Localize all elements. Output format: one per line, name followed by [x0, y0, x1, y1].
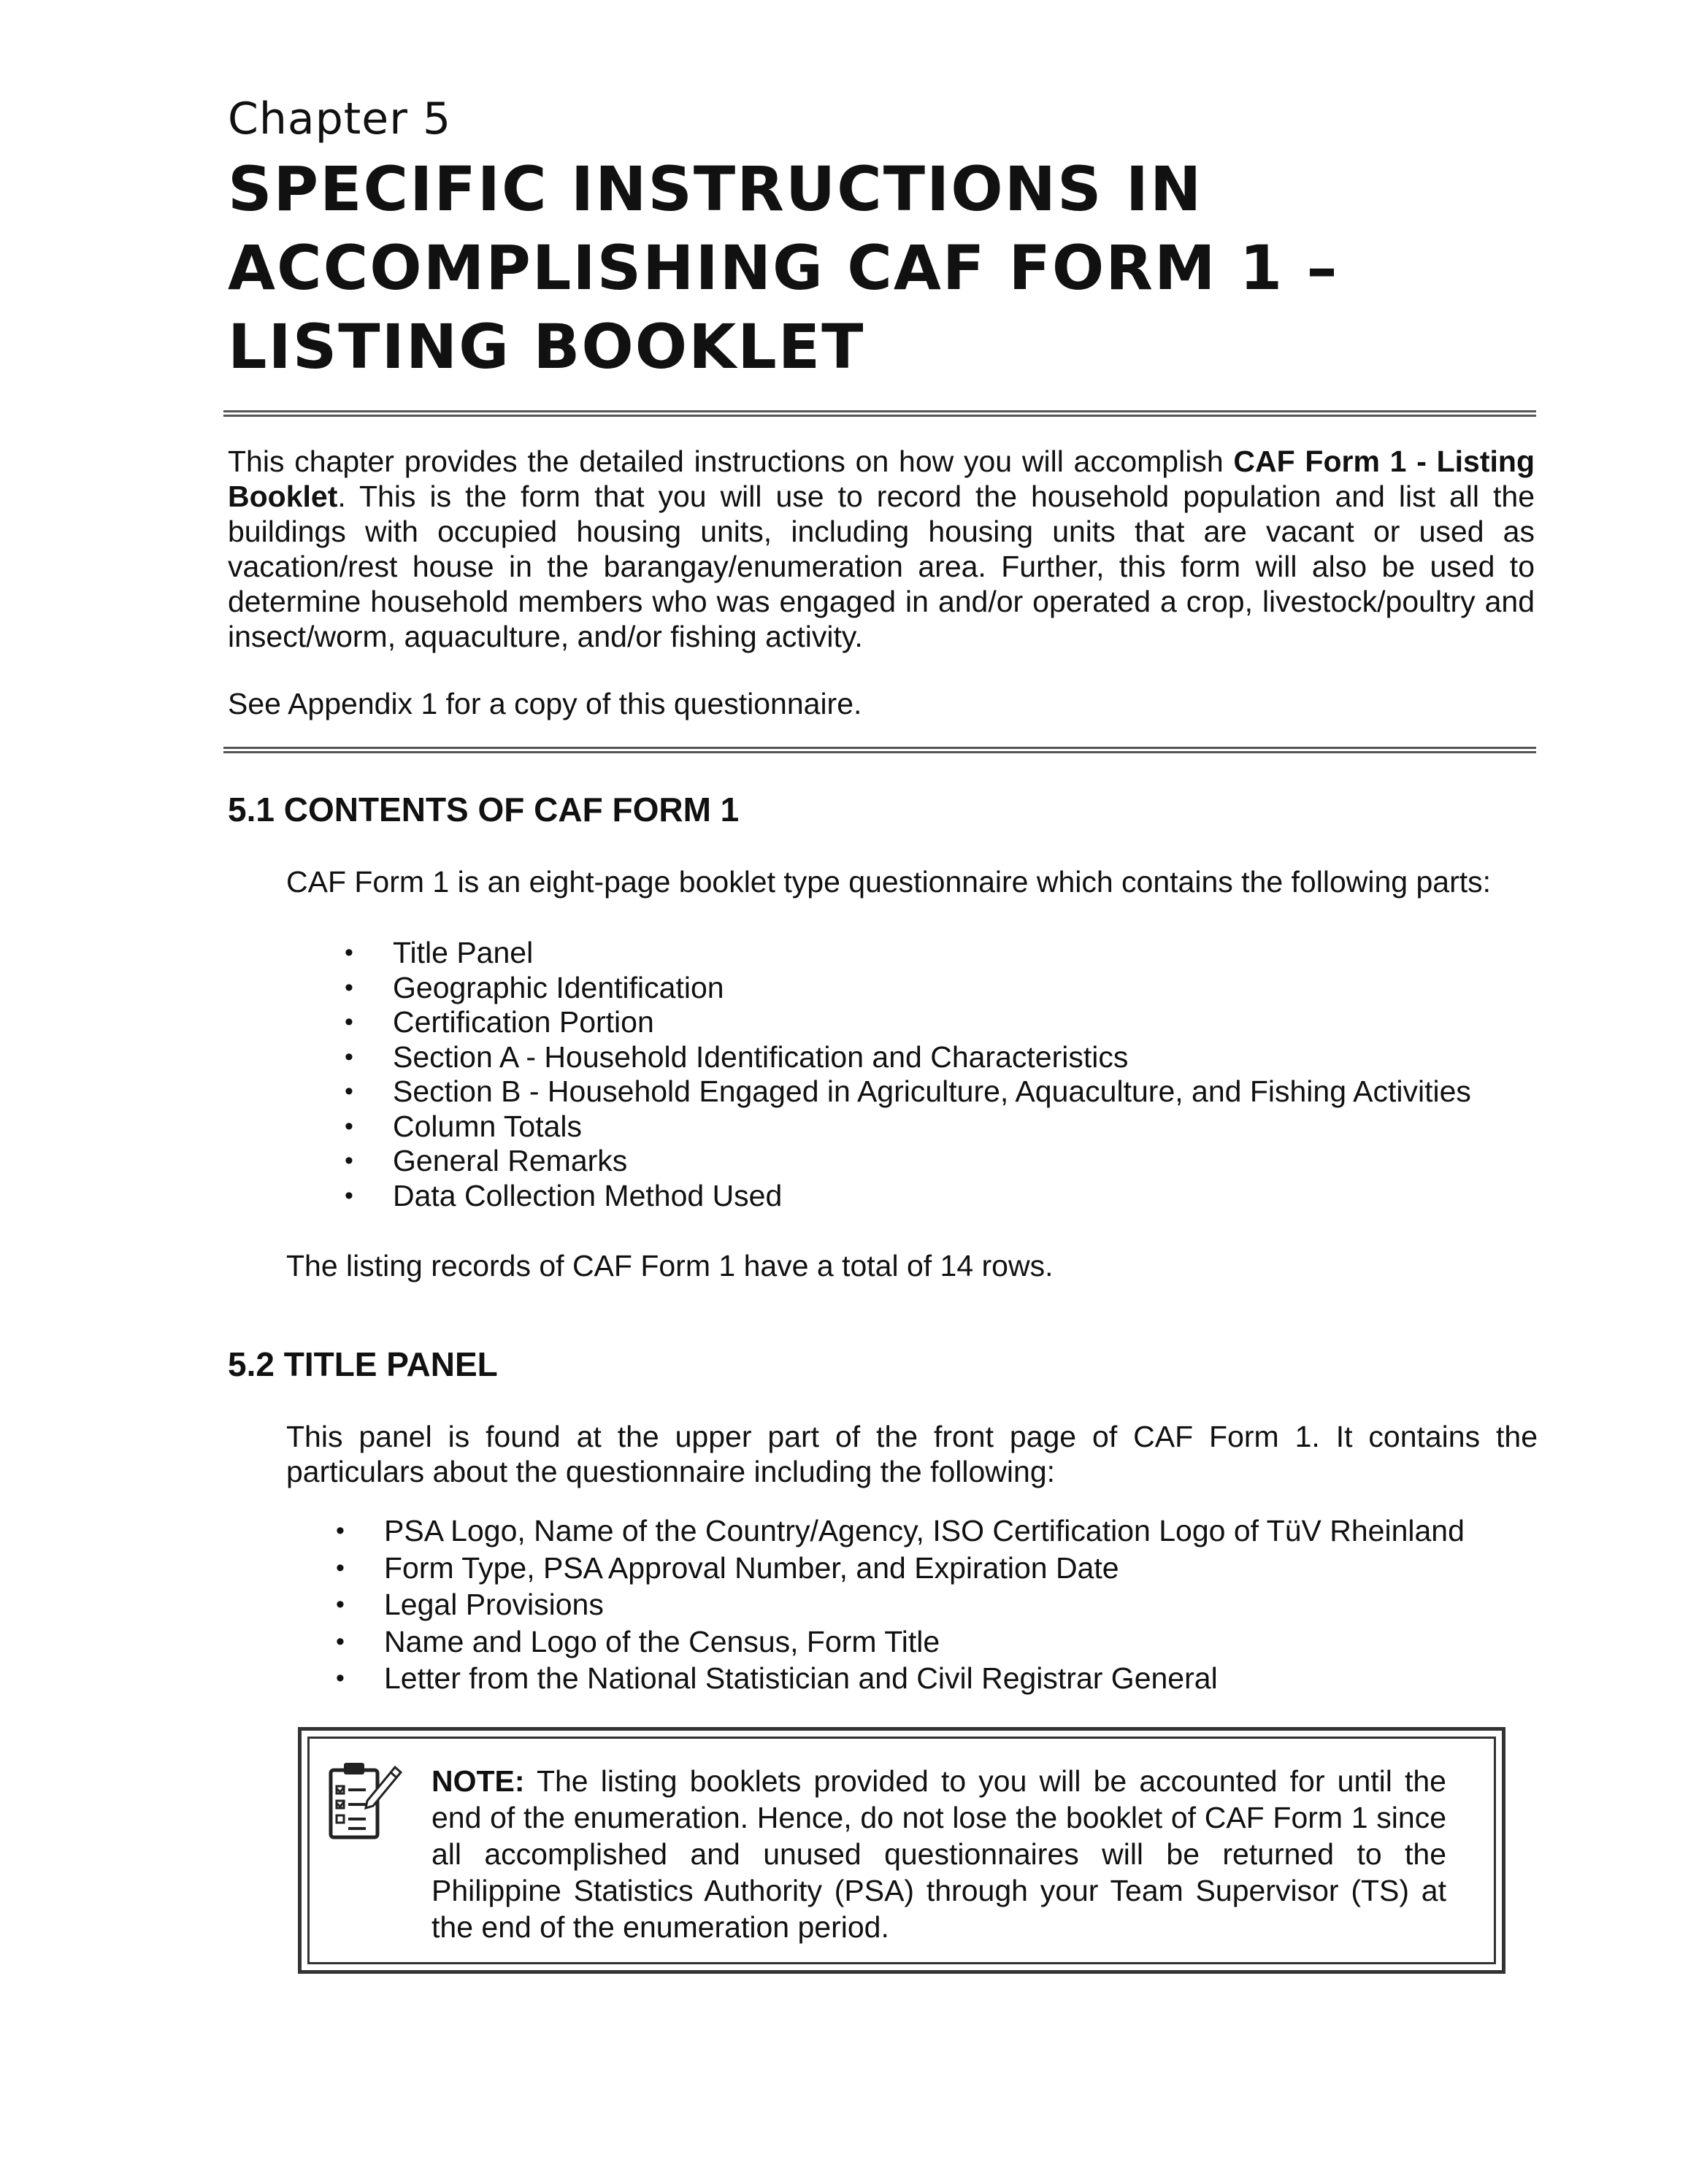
section-5-1-closing: The listing records of CAF Form 1 have a total of 14 rows. [286, 1249, 1054, 1283]
note-body: The listing booklets provided to you will be accounted for until the end of the enumeration. Hence, do not lose the booklet of CAF Form 1 since all accomplished and unused questionnaires will be returned to the Philippine Statistics Authority (PSA) through your Team Supervisor (TS) at the end of the enumeration period. [431, 1764, 1446, 1944]
bullet-icon: • [336, 1591, 345, 1618]
bullet-icon: • [345, 1008, 353, 1036]
list-item: • PSA Logo, Name of the Country/Agency, ISO Certification Logo of TüV Rheinland [336, 1512, 1577, 1550]
bullet-icon: • [345, 1077, 353, 1105]
list-item: • General Remarks [345, 1144, 628, 1177]
intro-text-lead: This chapter provides the detailed instructions on how you will accomplish [228, 445, 1234, 478]
bullet-icon: • [345, 1181, 353, 1210]
section-heading-5-2: 5.2 TITLE PANEL [228, 1345, 498, 1383]
list-item: • Geographic Identification [345, 970, 724, 1004]
list-item: • Section A - Household Identification and Characteristics [345, 1039, 1129, 1074]
section-5-2-intro: This panel is found at the upper part of the front page of CAF Form 1. It contains the particulars about the questionnaire including the following: [286, 1420, 1538, 1488]
bullet-icon: • [336, 1627, 345, 1656]
list-item: • Name and Logo of the Census, Form Title [336, 1623, 1577, 1661]
chapter-label: Chapter 5 [228, 93, 452, 145]
list-item: • Section B - Household Engaged in Agriculture, Aquaculture, and Fishing Activities [345, 1074, 1471, 1108]
bullet-icon: • [336, 1517, 345, 1545]
intro-form-name: CAF Form 1 - Listing Booklet [228, 445, 1535, 513]
double-rule-divider [223, 410, 1536, 417]
list-item: • Title Panel [345, 936, 534, 969]
title-panel-list [336, 1512, 1577, 1697]
bullet-icon: • [345, 939, 353, 966]
list-item: • Column Totals [345, 1109, 583, 1143]
appendix-reference: See Appendix 1 for a copy of this questionnaire. [228, 687, 862, 720]
bullet-icon: • [345, 1147, 353, 1174]
list-item: • Letter from the National Statistician and Civil Registrar General [336, 1660, 1577, 1697]
intro-text-rest: . This is the form that you will use to record the household population and list all the buildings with occupied housing units, including housing units that are vacant or used as vacation/rest house in the barangay/enumeration area. Further, this form will also be used to determine household members who was engaged in and/or operated a crop, livestock/poultry and insect/worm, aquaculture, and/or fishing activity. [228, 480, 1535, 653]
bullet-icon: • [345, 973, 353, 1001]
bullet-icon: • [345, 1112, 353, 1140]
double-rule-divider [223, 747, 1536, 753]
list-item: • Legal Provisions [336, 1586, 1577, 1623]
contents-list [345, 936, 1586, 1213]
bullet-icon: • [336, 1664, 345, 1692]
intro-paragraph [228, 444, 1535, 654]
bullet-icon: • [345, 1042, 353, 1071]
list-item: • Data Collection Method Used [345, 1178, 783, 1212]
section-5-1-intro: CAF Form 1 is an eight-page booklet type questionnaire which contains the following parts: [286, 865, 1492, 899]
section-heading-5-1: 5.1 CONTENTS OF CAF FORM 1 [228, 791, 740, 828]
list-item: • Form Type, PSA Approval Number, and Expiration Date [336, 1550, 1577, 1587]
clipboard-checklist-icon [323, 1757, 404, 1845]
list-item: • Certification Portion [345, 1005, 654, 1039]
bullet-icon: • [336, 1553, 345, 1582]
note-label: NOTE: [431, 1764, 525, 1798]
chapter-title-line: LISTING BOOKLET [228, 311, 865, 382]
note-text [431, 1763, 1446, 1945]
note-box [298, 1727, 1505, 1974]
chapter-title-line: SPECIFIC INSTRUCTIONS IN [228, 153, 1203, 225]
chapter-title [228, 150, 1600, 386]
chapter-title-line: ACCOMPLISHING CAF FORM 1 – [228, 232, 1339, 304]
